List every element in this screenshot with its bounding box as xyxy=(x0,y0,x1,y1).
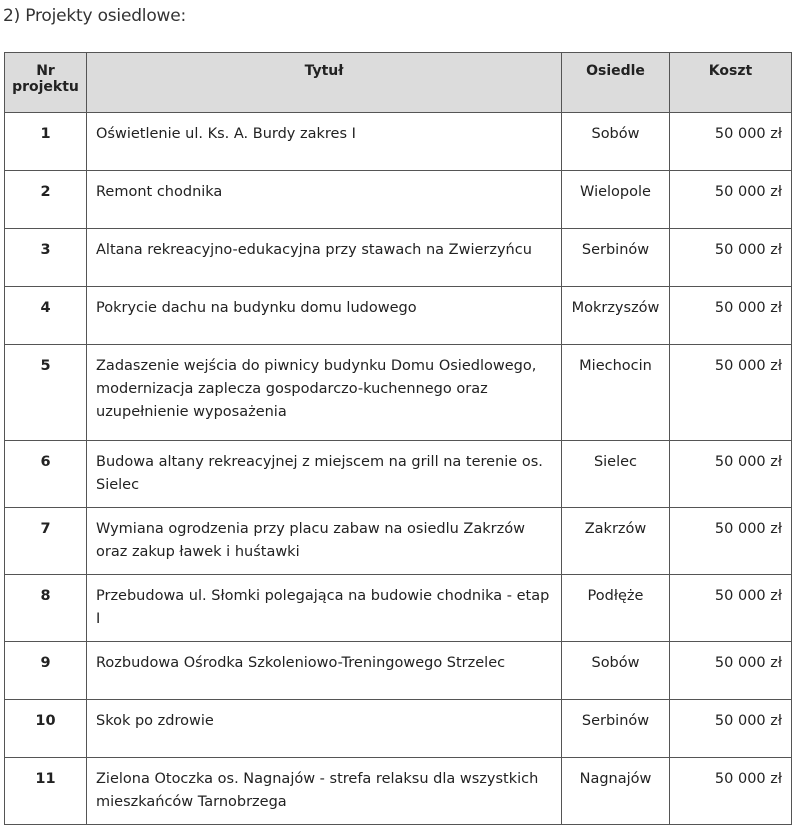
row-number: 9 xyxy=(5,642,87,700)
row-number: 2 xyxy=(5,171,87,229)
column-header-title: Tytuł xyxy=(87,53,562,113)
table-row xyxy=(5,287,792,345)
table-row xyxy=(5,113,792,171)
header-nr-line2: projektu xyxy=(12,79,79,95)
row-number: 1 xyxy=(5,113,87,171)
row-cost: 50 000 zł xyxy=(670,441,792,508)
row-number: 8 xyxy=(5,575,87,642)
row-number: 5 xyxy=(5,345,87,441)
projects-table xyxy=(4,52,792,825)
row-title: Altana rekreacyjno-edukacyjna przy stawach na Zwierzyńcu xyxy=(87,229,562,287)
row-number: 10 xyxy=(5,700,87,758)
row-estate: Zakrzów xyxy=(562,508,670,575)
table-row xyxy=(5,758,792,825)
table-row xyxy=(5,441,792,508)
row-number: 4 xyxy=(5,287,87,345)
row-title: Wymiana ogrodzenia przy placu zabaw na osiedlu Zakrzów oraz zakup ławek i huśtawki xyxy=(87,508,562,575)
row-estate: Serbinów xyxy=(562,700,670,758)
row-cost: 50 000 zł xyxy=(670,113,792,171)
row-title: Przebudowa ul. Słomki polegająca na budowie chodnika - etap I xyxy=(87,575,562,642)
row-number: 6 xyxy=(5,441,87,508)
row-title: Oświetlenie ul. Ks. A. Burdy zakres I xyxy=(87,113,562,171)
row-estate: Sobów xyxy=(562,642,670,700)
row-estate: Nagnajów xyxy=(562,758,670,825)
row-estate: Podłęże xyxy=(562,575,670,642)
row-title: Budowa altany rekreacyjnej z miejscem na grill na terenie os. Sielec xyxy=(87,441,562,508)
header-nr-line1: Nr xyxy=(36,63,55,79)
row-number: 11 xyxy=(5,758,87,825)
row-title: Pokrycie dachu na budynku domu ludowego xyxy=(87,287,562,345)
row-cost: 50 000 zł xyxy=(670,229,792,287)
row-cost: 50 000 zł xyxy=(670,700,792,758)
row-number: 3 xyxy=(5,229,87,287)
table-row xyxy=(5,345,792,441)
column-header-estate: Osiedle xyxy=(562,53,670,113)
table-row xyxy=(5,642,792,700)
row-title: Skok po zdrowie xyxy=(87,700,562,758)
row-number: 7 xyxy=(5,508,87,575)
row-cost: 50 000 zł xyxy=(670,171,792,229)
table-row xyxy=(5,575,792,642)
row-title: Zielona Otoczka os. Nagnajów - strefa relaksu dla wszystkich mieszkańców Tarnobrzega xyxy=(87,758,562,825)
row-cost: 50 000 zł xyxy=(670,287,792,345)
row-estate: Wielopole xyxy=(562,171,670,229)
row-title: Zadaszenie wejścia do piwnicy budynku Domu Osiedlowego, modernizacja zaplecza gospodarczo-kuchennego oraz uzupełnienie wyposażenia xyxy=(87,345,562,441)
table-row xyxy=(5,171,792,229)
row-estate: Sobów xyxy=(562,113,670,171)
row-title: Remont chodnika xyxy=(87,171,562,229)
row-estate: Serbinów xyxy=(562,229,670,287)
row-cost: 50 000 zł xyxy=(670,575,792,642)
row-estate: Miechocin xyxy=(562,345,670,441)
column-header-cost: Koszt xyxy=(670,53,792,113)
table-row xyxy=(5,700,792,758)
row-cost: 50 000 zł xyxy=(670,758,792,825)
table-header-row xyxy=(5,53,792,113)
section-heading: 2) Projekty osiedlowe: xyxy=(3,6,187,26)
row-title: Rozbudowa Ośrodka Szkoleniowo-Treningowego Strzelec xyxy=(87,642,562,700)
row-cost: 50 000 zł xyxy=(670,642,792,700)
row-estate: Sielec xyxy=(562,441,670,508)
row-cost: 50 000 zł xyxy=(670,345,792,441)
column-header-nr xyxy=(5,53,87,113)
row-cost: 50 000 zł xyxy=(670,508,792,575)
row-estate: Mokrzyszów xyxy=(562,287,670,345)
table-row xyxy=(5,229,792,287)
table-row xyxy=(5,508,792,575)
